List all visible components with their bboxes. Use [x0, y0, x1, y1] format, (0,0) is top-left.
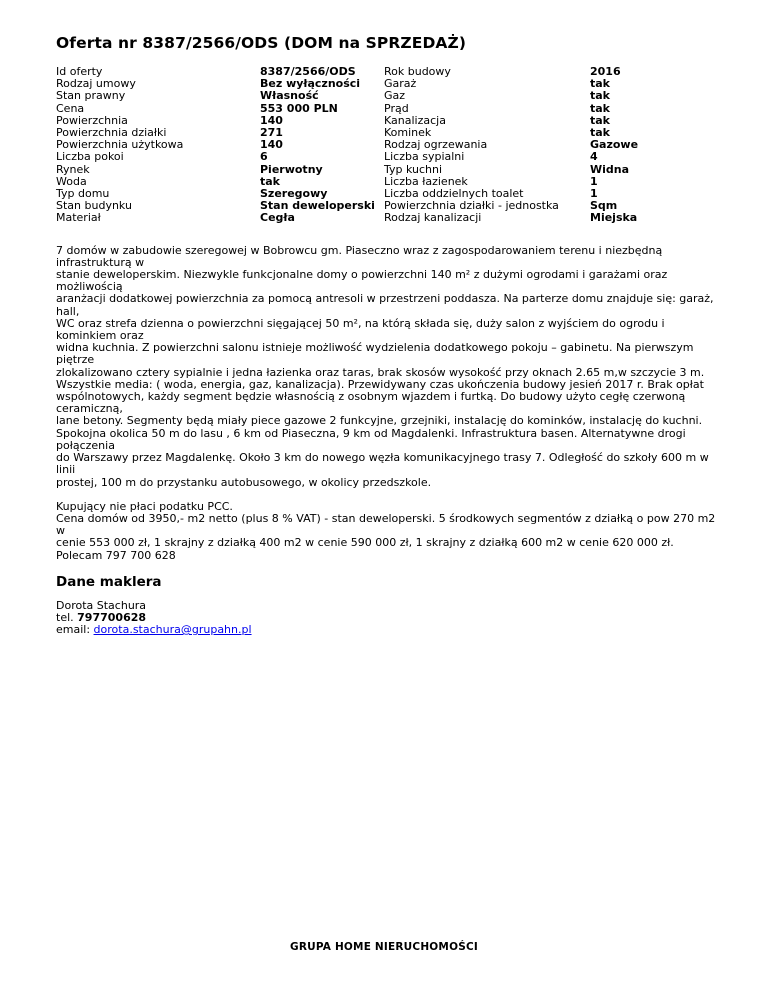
- spec-label: Cena: [56, 101, 85, 115]
- spec-value: 140: [260, 113, 283, 127]
- spec-value: Gazowe: [590, 138, 639, 152]
- spec-value: Własność: [260, 89, 319, 103]
- spec-value: 4: [590, 150, 598, 164]
- spec-value: Pierwotny: [260, 162, 323, 176]
- specs-left-values: [260, 66, 384, 225]
- spec-value: 553 000 PLN: [260, 101, 338, 115]
- spec-value: Stan deweloperski: [260, 199, 375, 213]
- specs-right-labels: [384, 66, 590, 225]
- spec-value: 2016: [590, 65, 621, 78]
- spec-value: Bez wyłączności: [260, 77, 361, 91]
- agent-name: Dorota Stachura: [56, 598, 147, 612]
- specs-left-labels: [56, 66, 260, 225]
- spec-value: tak: [590, 77, 610, 91]
- agent-email-label: email:: [56, 623, 91, 637]
- spec-label: Powierzchnia użytkowa: [56, 138, 184, 152]
- spec-value: tak: [590, 113, 610, 127]
- spec-value: tak: [590, 89, 610, 103]
- agent-email-line: [56, 624, 716, 636]
- agent-phone-label: tel.: [56, 610, 74, 624]
- spec-label: Liczba pokoi: [56, 150, 124, 164]
- spec-label: Powierzchnia: [56, 113, 128, 127]
- spec-label: Rodzaj kanalizacji: [384, 211, 482, 225]
- spec-label: Kanalizacja: [384, 113, 446, 127]
- spec-value: 271: [260, 126, 283, 140]
- spec-label: Rok budowy: [384, 65, 451, 78]
- spec-value: Miejska: [590, 211, 638, 225]
- spec-label: Id oferty: [56, 65, 103, 78]
- spec-label: Kominek: [384, 126, 432, 140]
- spec-value: Widna: [590, 162, 630, 176]
- spec-label: Garaż: [384, 77, 417, 91]
- offer-title: Oferta nr 8387/2566/ODS (DOM na SPRZEDAŻ): [56, 34, 467, 52]
- specs-table: [56, 66, 716, 225]
- agent-phone: 797700628: [77, 610, 147, 624]
- agent-email-link[interactable]: dorota.stachura@grupahn.pl: [93, 623, 252, 637]
- spec-value: 8387/2566/ODS: [260, 65, 356, 78]
- spec-label: Gaz: [384, 89, 406, 103]
- offer-description: [56, 245, 716, 562]
- spec-label: Powierzchnia działki: [56, 126, 167, 140]
- spec-label: Rodzaj ogrzewania: [384, 138, 488, 152]
- footer-brand: GRUPA HOME NIERUCHOMOŚCI: [290, 941, 478, 953]
- spec-label: Typ kuchni: [384, 162, 443, 176]
- spec-value: Szeregowy: [260, 187, 328, 201]
- spec-value: tak: [260, 174, 280, 188]
- spec-label: Prąd: [384, 101, 409, 115]
- spec-value: Sqm: [590, 199, 618, 213]
- spec-label: Powierzchnia działki - jednostka: [384, 199, 559, 213]
- spec-value: 1: [590, 187, 598, 201]
- description-paragraph: 7 domów w zabudowie szeregowej w Bobrowcu gm. Piaseczno wraz z zagospodarowaniem terenu i niezbędną infrastrukturą w stanie deweloperskim. Niezwykle funkcjonalne domy o powierzchni 140 m² z dużymi ogrodami i garażami oraz możliwością aranżacji dodatkowej powierzchnia za pomocą antresoli w przestrzeni poddasza. Na parterze domu znajduje się: garaż, hall, WC oraz strefa dzienna o powierzchni sięgającej 50 m², na którą składa się, duży salon z wyjściem do ogrodu i kominkiem oraz widna kuchnia. Z powierzchni salonu istnieje możliwość wydzielenia dodatkowego pokoju – gabinetu. Na pierwszym piętrze zlokalizowano cztery sypialnie i jedna łazienka oraz taras, brak skosów wysokość przy oknach 2.65 m,w szczycie 3 m. Wszystkie media: ( woda, energia, gaz, kanalizacja). Przewidywany czas ukończenia budowy jesień 2017 r. Brak opłat wspólnotowych, każdy segment będzie własnością z osobnym wjazdem i furtką. Do budowy użyto cegłę czerwoną ceramiczną, lane betony. Segmenty będą miały piece gazowe 2 funkcyjne, grzejniki, instalację do kominków, instalację do kuchni. Spokojna okolica 50 m do lasu , 6 km od Piaseczna, 9 km od Magdalenki. Infrastruktura basen. Alternatywne drogi połączenia do Warszawy przez Magdalenkę. Około 3 km do nowego węzła komunikacyjnego trasy 7. Odległość do szkoły 600 m w linii prostej, 100 m do przystanku autobusowego, w okolicy przedszkole.: [56, 243, 714, 489]
- specs-right-values: [590, 66, 638, 225]
- spec-value: Cegła: [260, 211, 295, 225]
- spec-label: Woda: [56, 174, 87, 188]
- spec-label: Materiał: [56, 211, 101, 225]
- spec-label: Stan budynku: [56, 199, 132, 213]
- spec-label: Stan prawny: [56, 89, 126, 103]
- description-paragraph: Kupujący nie płaci podatku PCC. Cena domów od 3950,- m2 netto (plus 8 % VAT) - stan deweloperski. 5 środkowych segmentów z działką o pow 270 m2 w cenie 553 000 zł, 1 skrajny z działką 400 m2 w cenie 590 000 zł, 1 skrajny z działką 600 m2 w cenie 620 000 zł. Polecam 797 700 628: [56, 499, 716, 562]
- spec-value: tak: [590, 101, 610, 115]
- spec-value: 6: [260, 150, 268, 164]
- spec-label: Typ domu: [56, 187, 110, 201]
- spec-label: Liczba oddzielnych toalet: [384, 187, 524, 201]
- spec-value: tak: [590, 126, 610, 140]
- agent-details: [56, 600, 716, 637]
- spec-value: 1: [590, 174, 598, 188]
- agent-heading: Dane maklera: [56, 573, 162, 590]
- spec-label: Liczba sypialni: [384, 150, 465, 164]
- spec-value: 140: [260, 138, 283, 152]
- offer-document: [56, 34, 716, 636]
- spec-label: Liczba łazienek: [384, 174, 468, 188]
- spec-label: Rodzaj umowy: [56, 77, 136, 91]
- spec-label: Rynek: [56, 162, 90, 176]
